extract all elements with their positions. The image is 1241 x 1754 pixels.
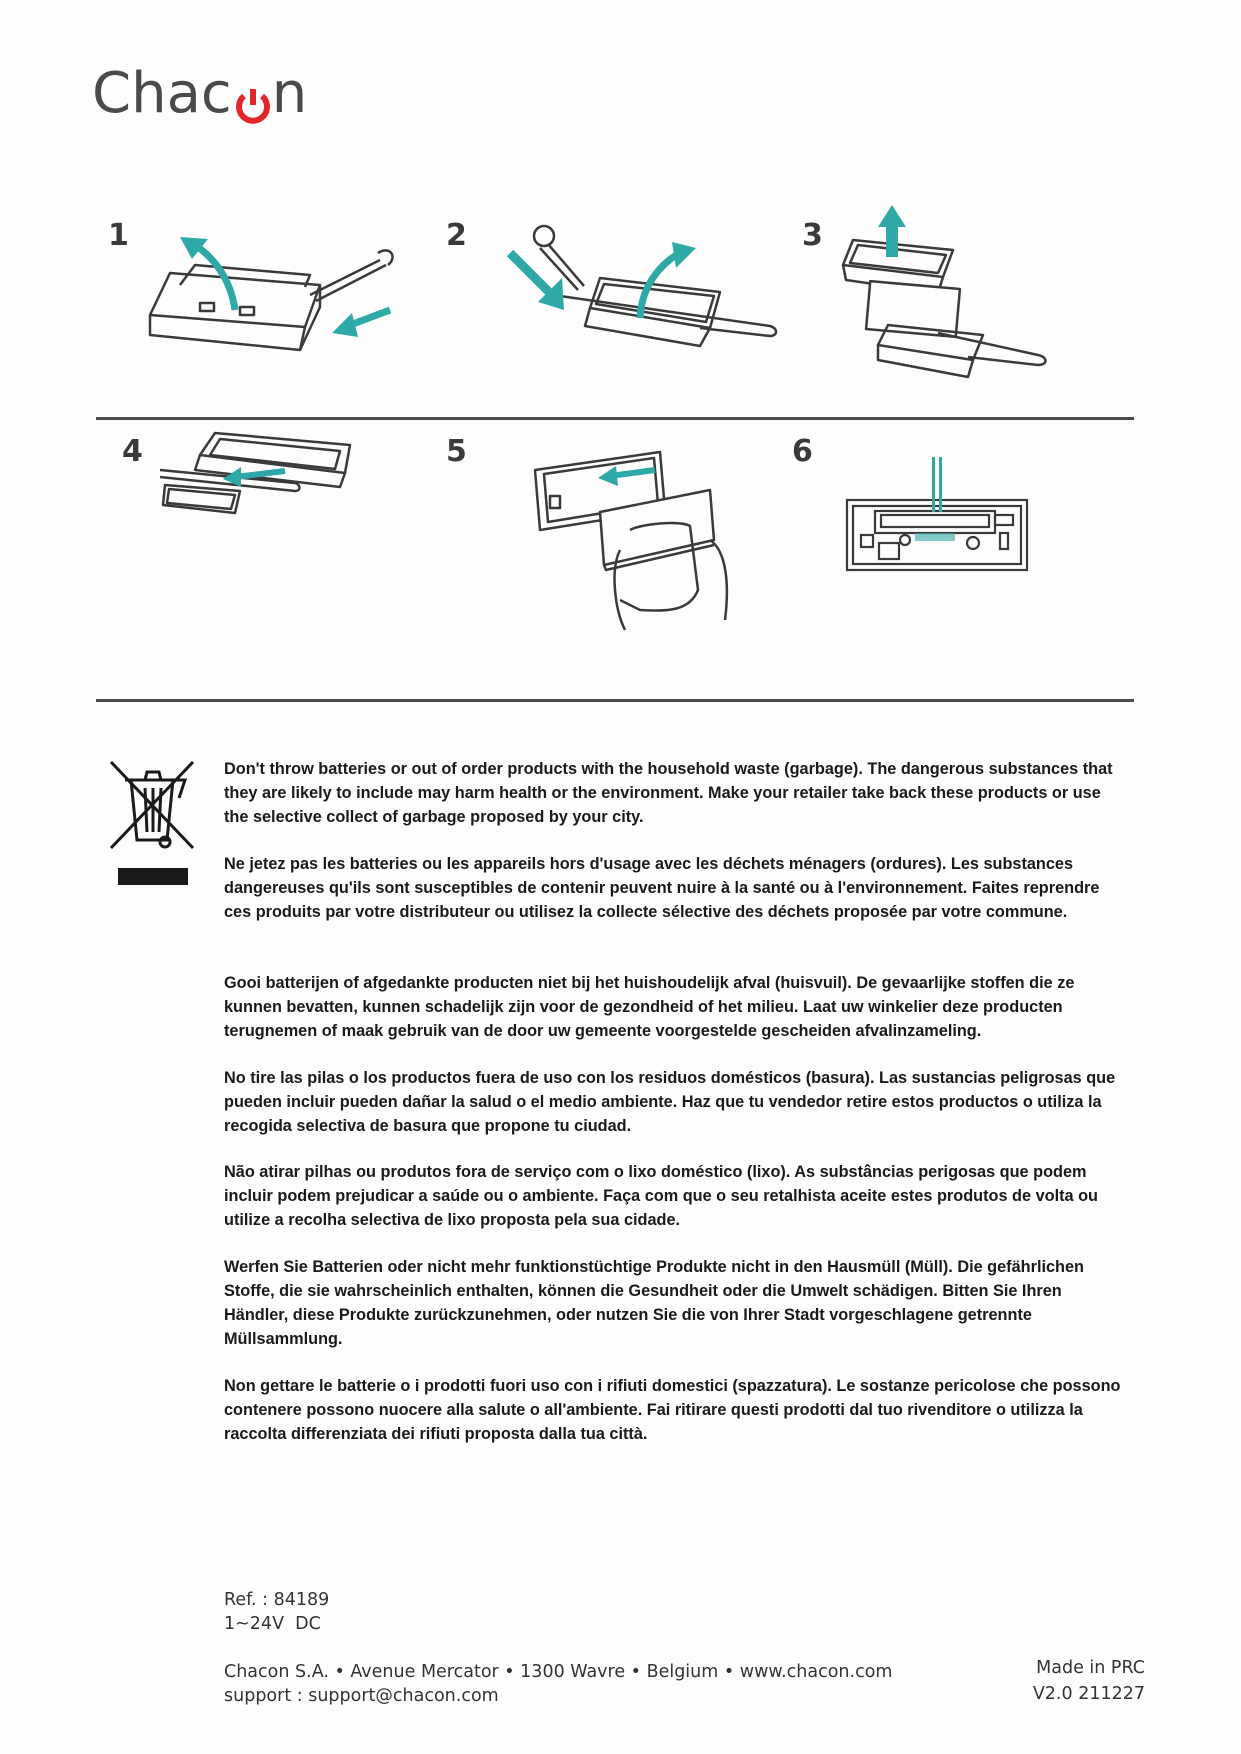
- step-number-6: 6: [792, 434, 813, 469]
- step-number-4: 4: [122, 434, 143, 469]
- step-2-illustration: [500, 218, 780, 388]
- company-address: Chacon S.A. • Avenue Mercator • 1300 Wavre • Belgium • www.chacon.com: [224, 1662, 893, 1682]
- chacon-logo: [92, 58, 307, 128]
- step-number-2: 2: [446, 218, 467, 253]
- disposal-text-nl: Gooi batterijen of afgedankte producten niet bij het huishoudelijk afval (huisvuil). De gevaarlijke stoffen die ze kunnen bevatten, kunnen schadelijk zijn voor de gezondheid of het milieu. Laat uw winkelier deze producten terugnemen of maak gebruik van de door uw gemeente voorgestelde gescheiden afvalinzameling.: [224, 974, 1075, 1040]
- weee-crossed-bin-icon: [107, 758, 199, 888]
- step-4-illustration: [155, 425, 365, 525]
- section-divider: [96, 417, 1134, 420]
- made-in: Made in PRC: [1036, 1658, 1145, 1678]
- disposal-text-fr: Ne jetez pas les batteries ou les appareils hors d'usage avec les déchets ménagers (ordures). Les substances dangereuses qu'ils sont susceptibles de contenir peuvent nuire à la santé ou à l'environnement. Faites reprendre ces produits par votre distributeur ou utilisez la collecte sélective des déchets proposée par votre commune.: [224, 855, 1100, 921]
- logo-text-suffix: n: [271, 60, 308, 126]
- disposal-text-es: No tire las pilas o los productos fuera de uso con los residuos domésticos (basura). Las sustancias peligrosas que pueden incluir pueden dañar la salud o el medio ambiente. Haz que tu vendedor retire estos productos o utiliza la recogida selectiva de basura que propone tu ciudad.: [224, 1069, 1116, 1135]
- disposal-text-en: Don't throw batteries or out of order products with the household waste (garbage). The dangerous substances that they are likely to include may harm health or the environment. Make your retailer take back these products or use the selective collect of garbage proposed by your city.: [224, 760, 1113, 826]
- step-5-illustration: [530, 440, 760, 640]
- logo-text-prefix: Chac: [92, 60, 232, 126]
- disposal-text-de: Werfen Sie Batterien oder nicht mehr funktionstüchtige Produkte nicht in den Hausmüll (Müll). Die gefährlichen Stoffe, die sie wahrscheinlich enthalten, können die Gesundheit oder die Umwelt schädigen. Bitten Sie Ihren Händler, diese Produkte zurückzunehmen, oder nutzen Sie die von Ihrer Stadt vorgeschlagene getrennte Müllsammlung.: [224, 1258, 1084, 1348]
- product-ref: Ref. : 84189: [224, 1590, 330, 1610]
- step-1-illustration: [140, 225, 400, 375]
- section-divider: [96, 699, 1134, 702]
- step-number-5: 5: [446, 434, 467, 469]
- step-number-3: 3: [802, 218, 823, 253]
- step-number-1: 1: [108, 218, 129, 253]
- product-voltage: 1~24V DC: [224, 1614, 321, 1634]
- step-3-illustration: [838, 205, 1048, 415]
- version: V2.0 211227: [1032, 1684, 1145, 1704]
- support-email: support : support@chacon.com: [224, 1686, 499, 1706]
- disposal-text-it: Non gettare le batterie o i prodotti fuori uso con i rifiuti domestici (spazzatura). Le sostanze pericolose che possono contenere possono nuocere alla salute o all'ambiente. Fai ritirare questi prodotti dal tuo rivenditore o utilizza la raccolta differenziata dei rifiuti proposta dalla tua città.: [224, 1377, 1121, 1443]
- disposal-text-pt: Não atirar pilhas ou produtos fora de serviço com o lixo doméstico (lixo). As substâncias perigosas que podem incluir podem prejudicar a saúde ou o ambiente. Faça com que o seu retalhista aceite estes produtos de volta ou utilize a recolha selectiva de lixo proposta pela sua cidade.: [224, 1163, 1098, 1229]
- step-6-illustration: [845, 455, 1030, 575]
- power-icon: [235, 76, 271, 116]
